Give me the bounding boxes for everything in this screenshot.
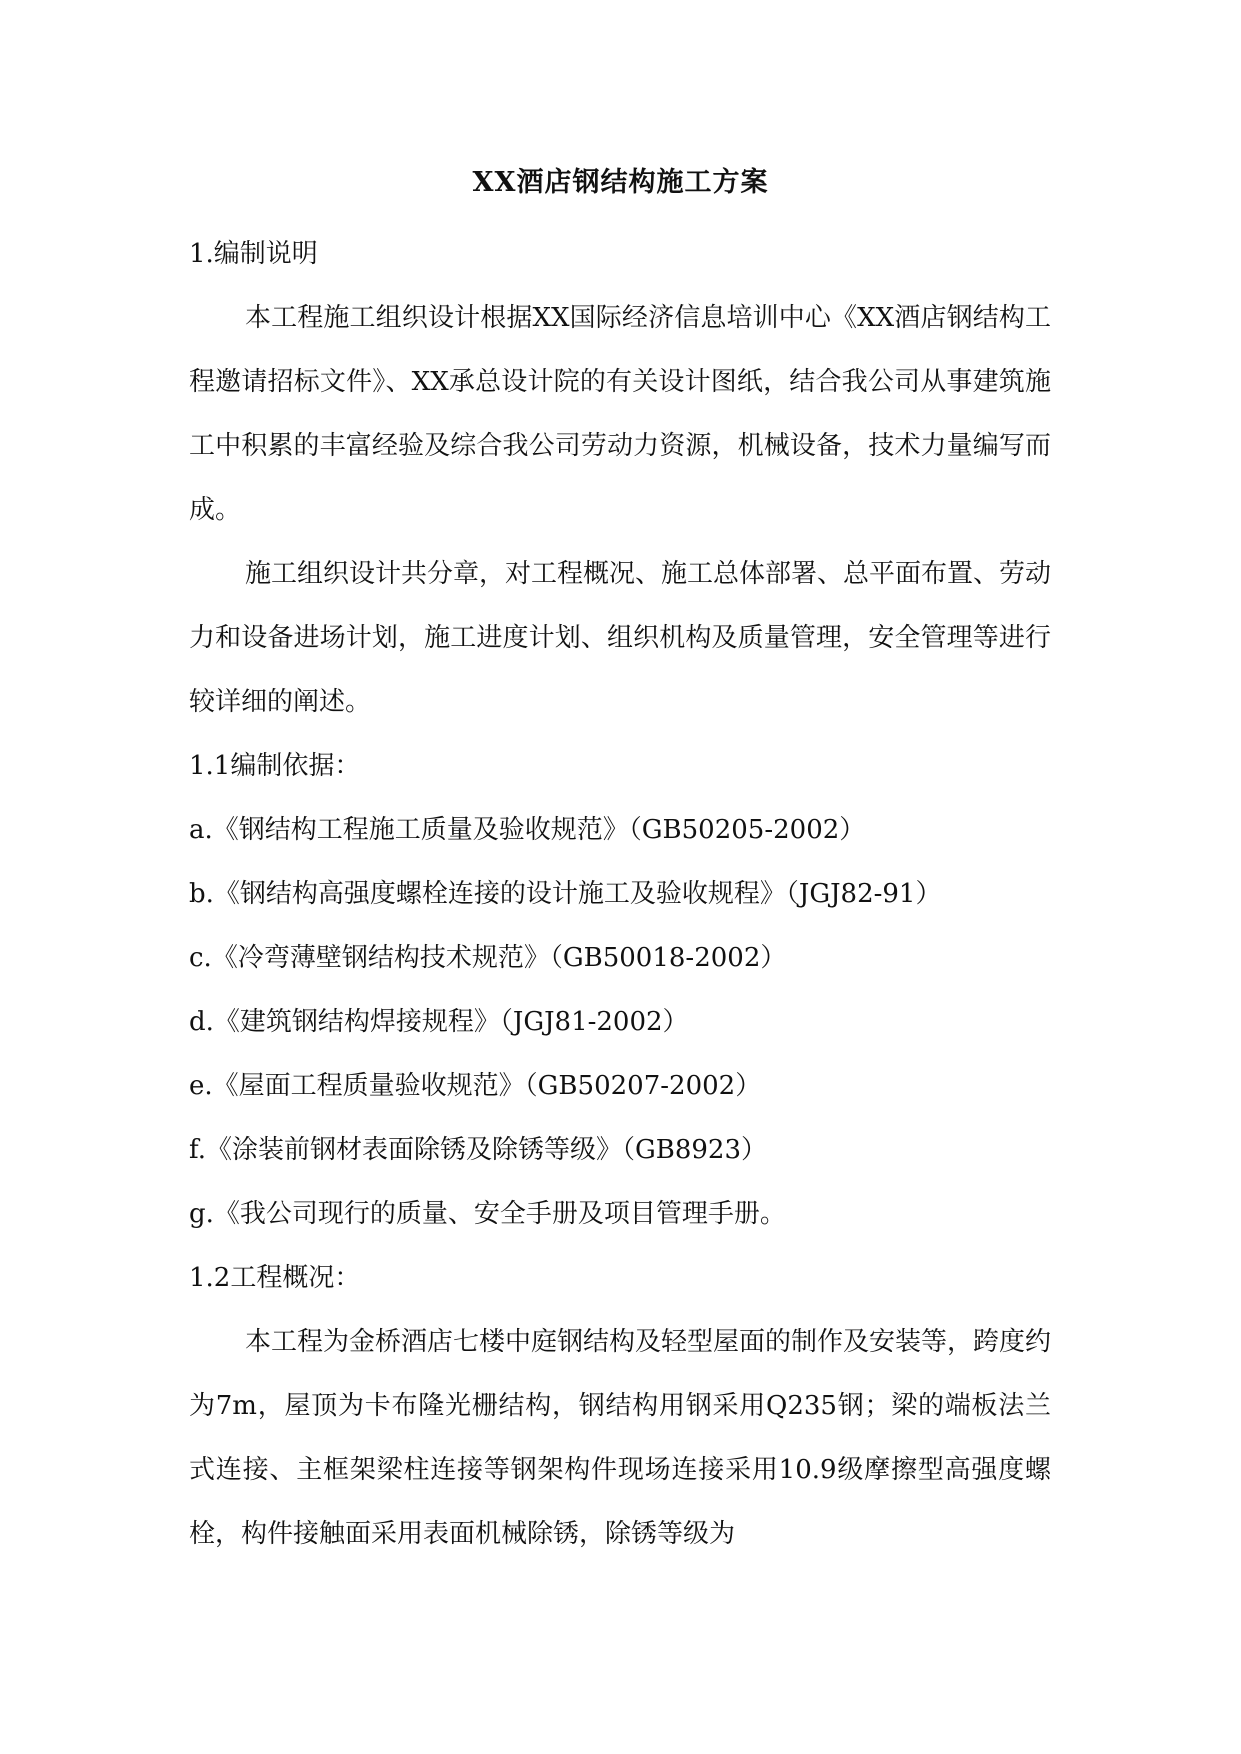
document-title: XX酒店钢结构施工方案 [472, 167, 769, 198]
reference-item-a: a.《钢结构工程施工质量及验收规范》（GB50205-2002） [189, 815, 866, 845]
section-heading-1-2: 1.2工程概况： [189, 1263, 361, 1293]
reference-item-b: b.《钢结构高强度螺栓连接的设计施工及验收规程》（JGJ82-91） [189, 879, 942, 909]
reference-item-d: d.《建筑钢结构焊接规程》（JGJ81-2002） [189, 1007, 689, 1037]
reference-item-g: g.《我公司现行的质量、安全手册及项目管理手册。 [189, 1199, 786, 1229]
reference-list [189, 798, 1051, 1246]
reference-item-e: e.《屋面工程质量验收规范》（GB50207-2002） [189, 1071, 762, 1101]
section-heading-1: 1.编制说明 [189, 239, 318, 269]
paragraph-compilation-basis: 本工程施工组织设计根据XX国际经济信息培训中心《XX酒店钢结构工程邀请招标文件》、XX承总设计院的有关设计图纸，结合我公司从事建筑施工中积累的丰富经验及综合我公司劳动力资源，机械设备，技术力量编写而成。 [189, 303, 1051, 525]
reference-item-f: f.《涂装前钢材表面除锈及除锈等级》（GB8923） [189, 1135, 768, 1165]
reference-item-c: c.《冷弯薄壁钢结构技术规范》（GB50018-2002） [189, 943, 787, 973]
section-heading-1-1: 1.1编制依据： [189, 751, 361, 781]
paragraph-project-overview: 本工程为金桥酒店七楼中庭钢结构及轻型屋面的制作及安装等，跨度约为7m，屋顶为卡布隆光栅结构，钢结构用钢采用Q235钢；梁的端板法兰式连接、主框架梁柱连接等钢架构件现场连接采用10.9级摩擦型高强度螺栓，构件接触面采用表面机械除锈，除锈等级为 [189, 1327, 1052, 1549]
document-body [189, 222, 1051, 1566]
paragraph-design-overview: 施工组织设计共分章，对工程概况、施工总体部署、总平面布置、劳动力和设备进场计划，施工进度计划、组织机构及质量管理，安全管理等进行较详细的阐述。 [189, 559, 1052, 717]
